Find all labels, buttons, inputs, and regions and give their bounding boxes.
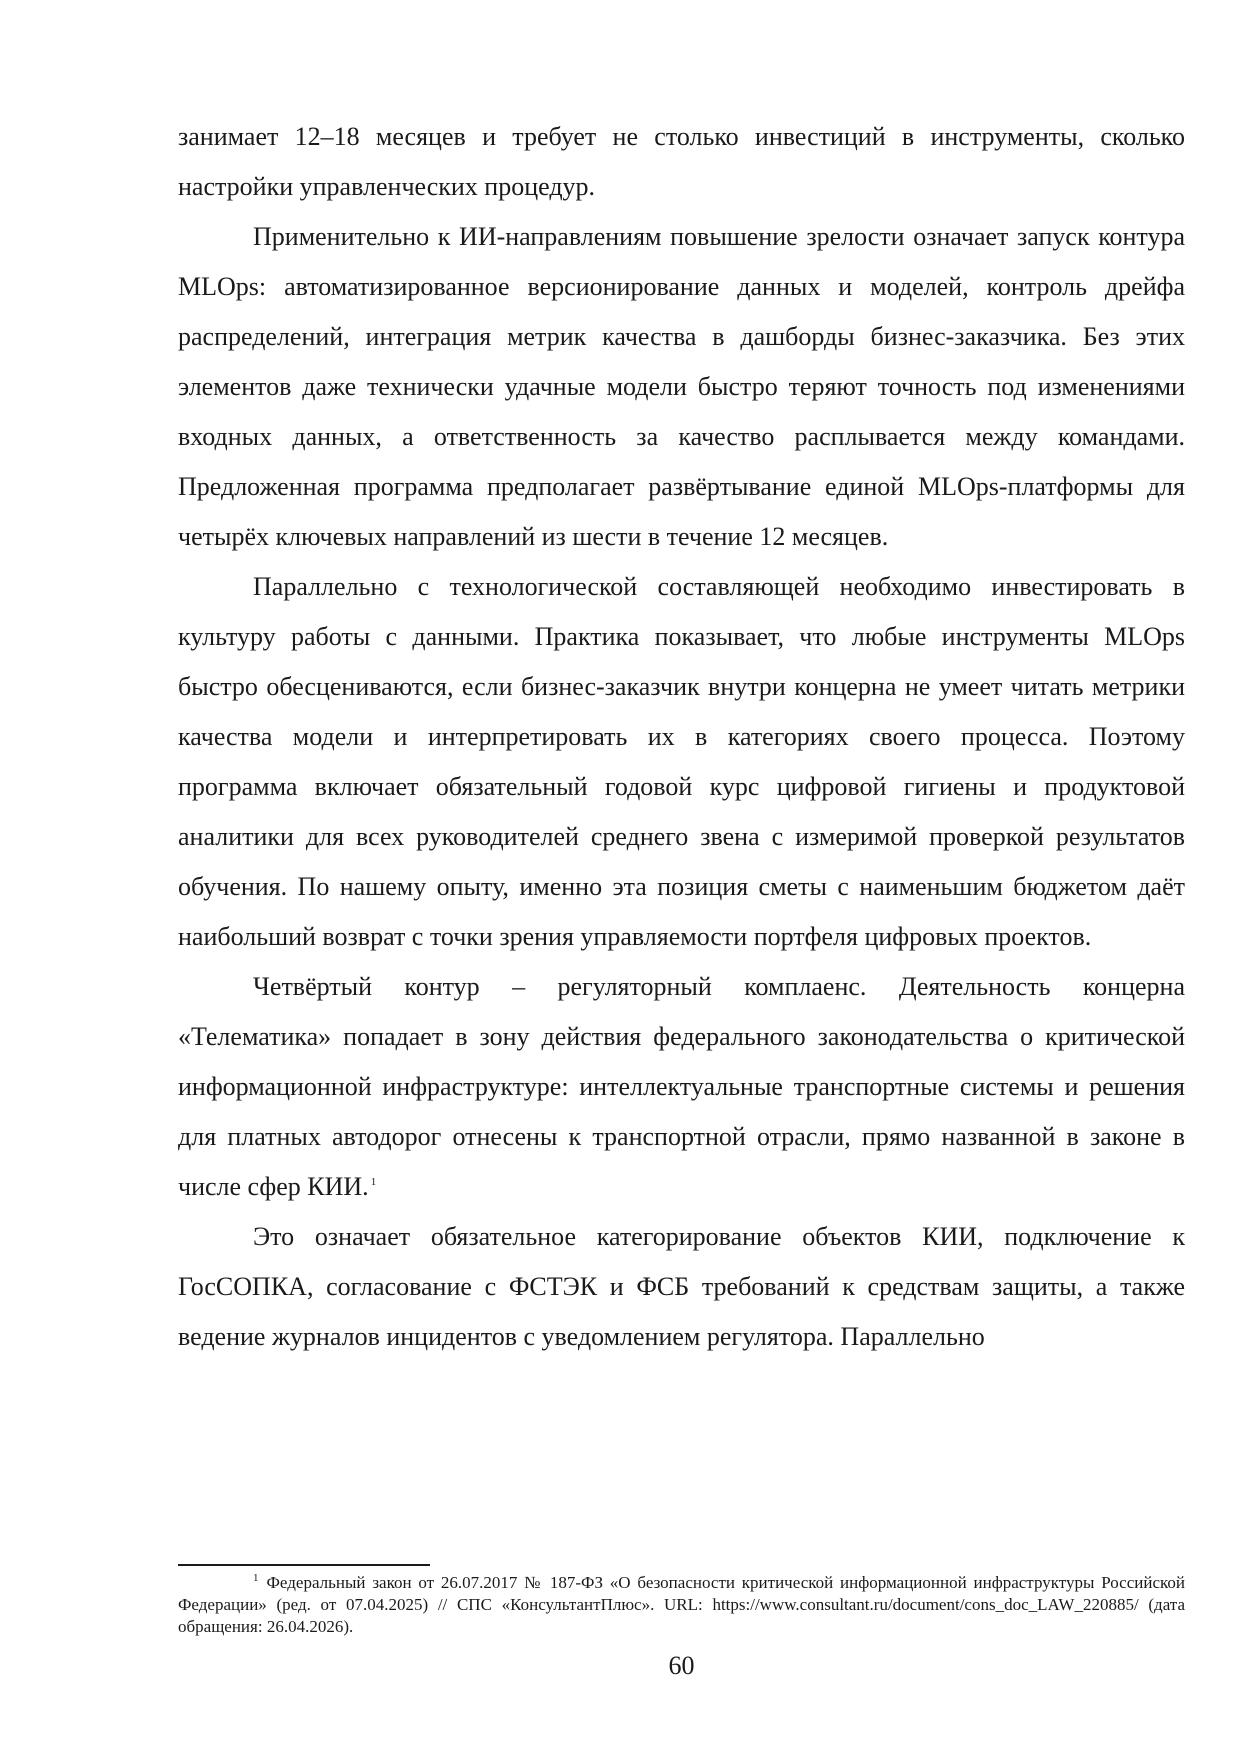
- paragraph-text: Параллельно с технологической составляющей необходимо инвестировать в культуру работы с данными. Практика показывает, что любые инструменты MLOps быстро обесцениваются, если бизнес-заказчик внутри концерна не умеет читать метрики качества модели и интерпретировать их в категориях своего процесса. Поэтому программа включает обязательный годовой курс цифровой гигиены и продуктовой аналитики для всех руководителей среднего звена с измеримой проверкой результатов обучения. По нашему опыту, именно эта позиция сметы с наименьшим бюджетом даёт наибольший возврат с точки зрения управляемости портфеля цифровых проектов.: [178, 572, 1185, 951]
- paragraph-text: Это означает обязательное категорирование объектов КИИ, подключение к ГосСОПКА, согласование с ФСТЭК и ФСБ требований к средствам защиты, а также ведение журналов инцидентов с уведомлением регулятора. Параллельно: [178, 1222, 1185, 1351]
- footnote: [178, 1572, 1185, 1638]
- paragraph-kii-obligations: [178, 1212, 1185, 1362]
- paragraph-text: Четвёртый контур – регуляторный комплаенс. Деятельность концерна «Телематика» попадает в зону действия федерального законодательства о критической информационной инфраструктуре: интеллектуальные транспортные системы и решения для платных автодорог отнесены к транспортной отрасли, прямо названной в законе в числе сфер КИИ.: [178, 972, 1185, 1201]
- footnote-text: Федеральный закон от 26.07.2017 № 187-ФЗ «О безопасности критической информационной инфраструктуры Российской Федерации» (ред. от 07.04.2025) // СПС «КонсультантПлюс». URL: https://www.consultant.ru/document/cons_doc_LAW_220885/ (дата обращения: 26.04.2026).: [178, 1573, 1185, 1636]
- paragraph-mlops: [178, 212, 1185, 562]
- footnote-mark: 1: [253, 1572, 259, 1585]
- footnote-separator: [178, 1564, 430, 1566]
- paragraph-text: занимает 12–18 месяцев и требует не столько инвестиций в инструменты, сколько настройки управленческих процедур.: [178, 122, 1185, 201]
- paragraph-compliance: [178, 962, 1185, 1212]
- footnote-reference[interactable]: 1: [370, 1176, 377, 1189]
- paragraph-text: Применительно к ИИ-направлениям повышение зрелости означает запуск контура MLOps: автоматизированное версионирование данных и моделей, контроль дрейфа распределений, интеграция метрик качества в дашборды бизнес-заказчика. Без этих элементов даже технически удачные модели быстро теряют точность под изменениями входных данных, а ответственность за качество расплывается между командами. Предложенная программа предполагает развёртывание единой MLOps-платформы для четырёх ключевых направлений из шести в течение 12 месяцев.: [178, 222, 1185, 551]
- page-number: 60: [668, 1651, 695, 1680]
- paragraph-data-culture: [178, 562, 1185, 962]
- body-text: [178, 112, 1185, 1362]
- paragraph-continuation: [178, 112, 1185, 212]
